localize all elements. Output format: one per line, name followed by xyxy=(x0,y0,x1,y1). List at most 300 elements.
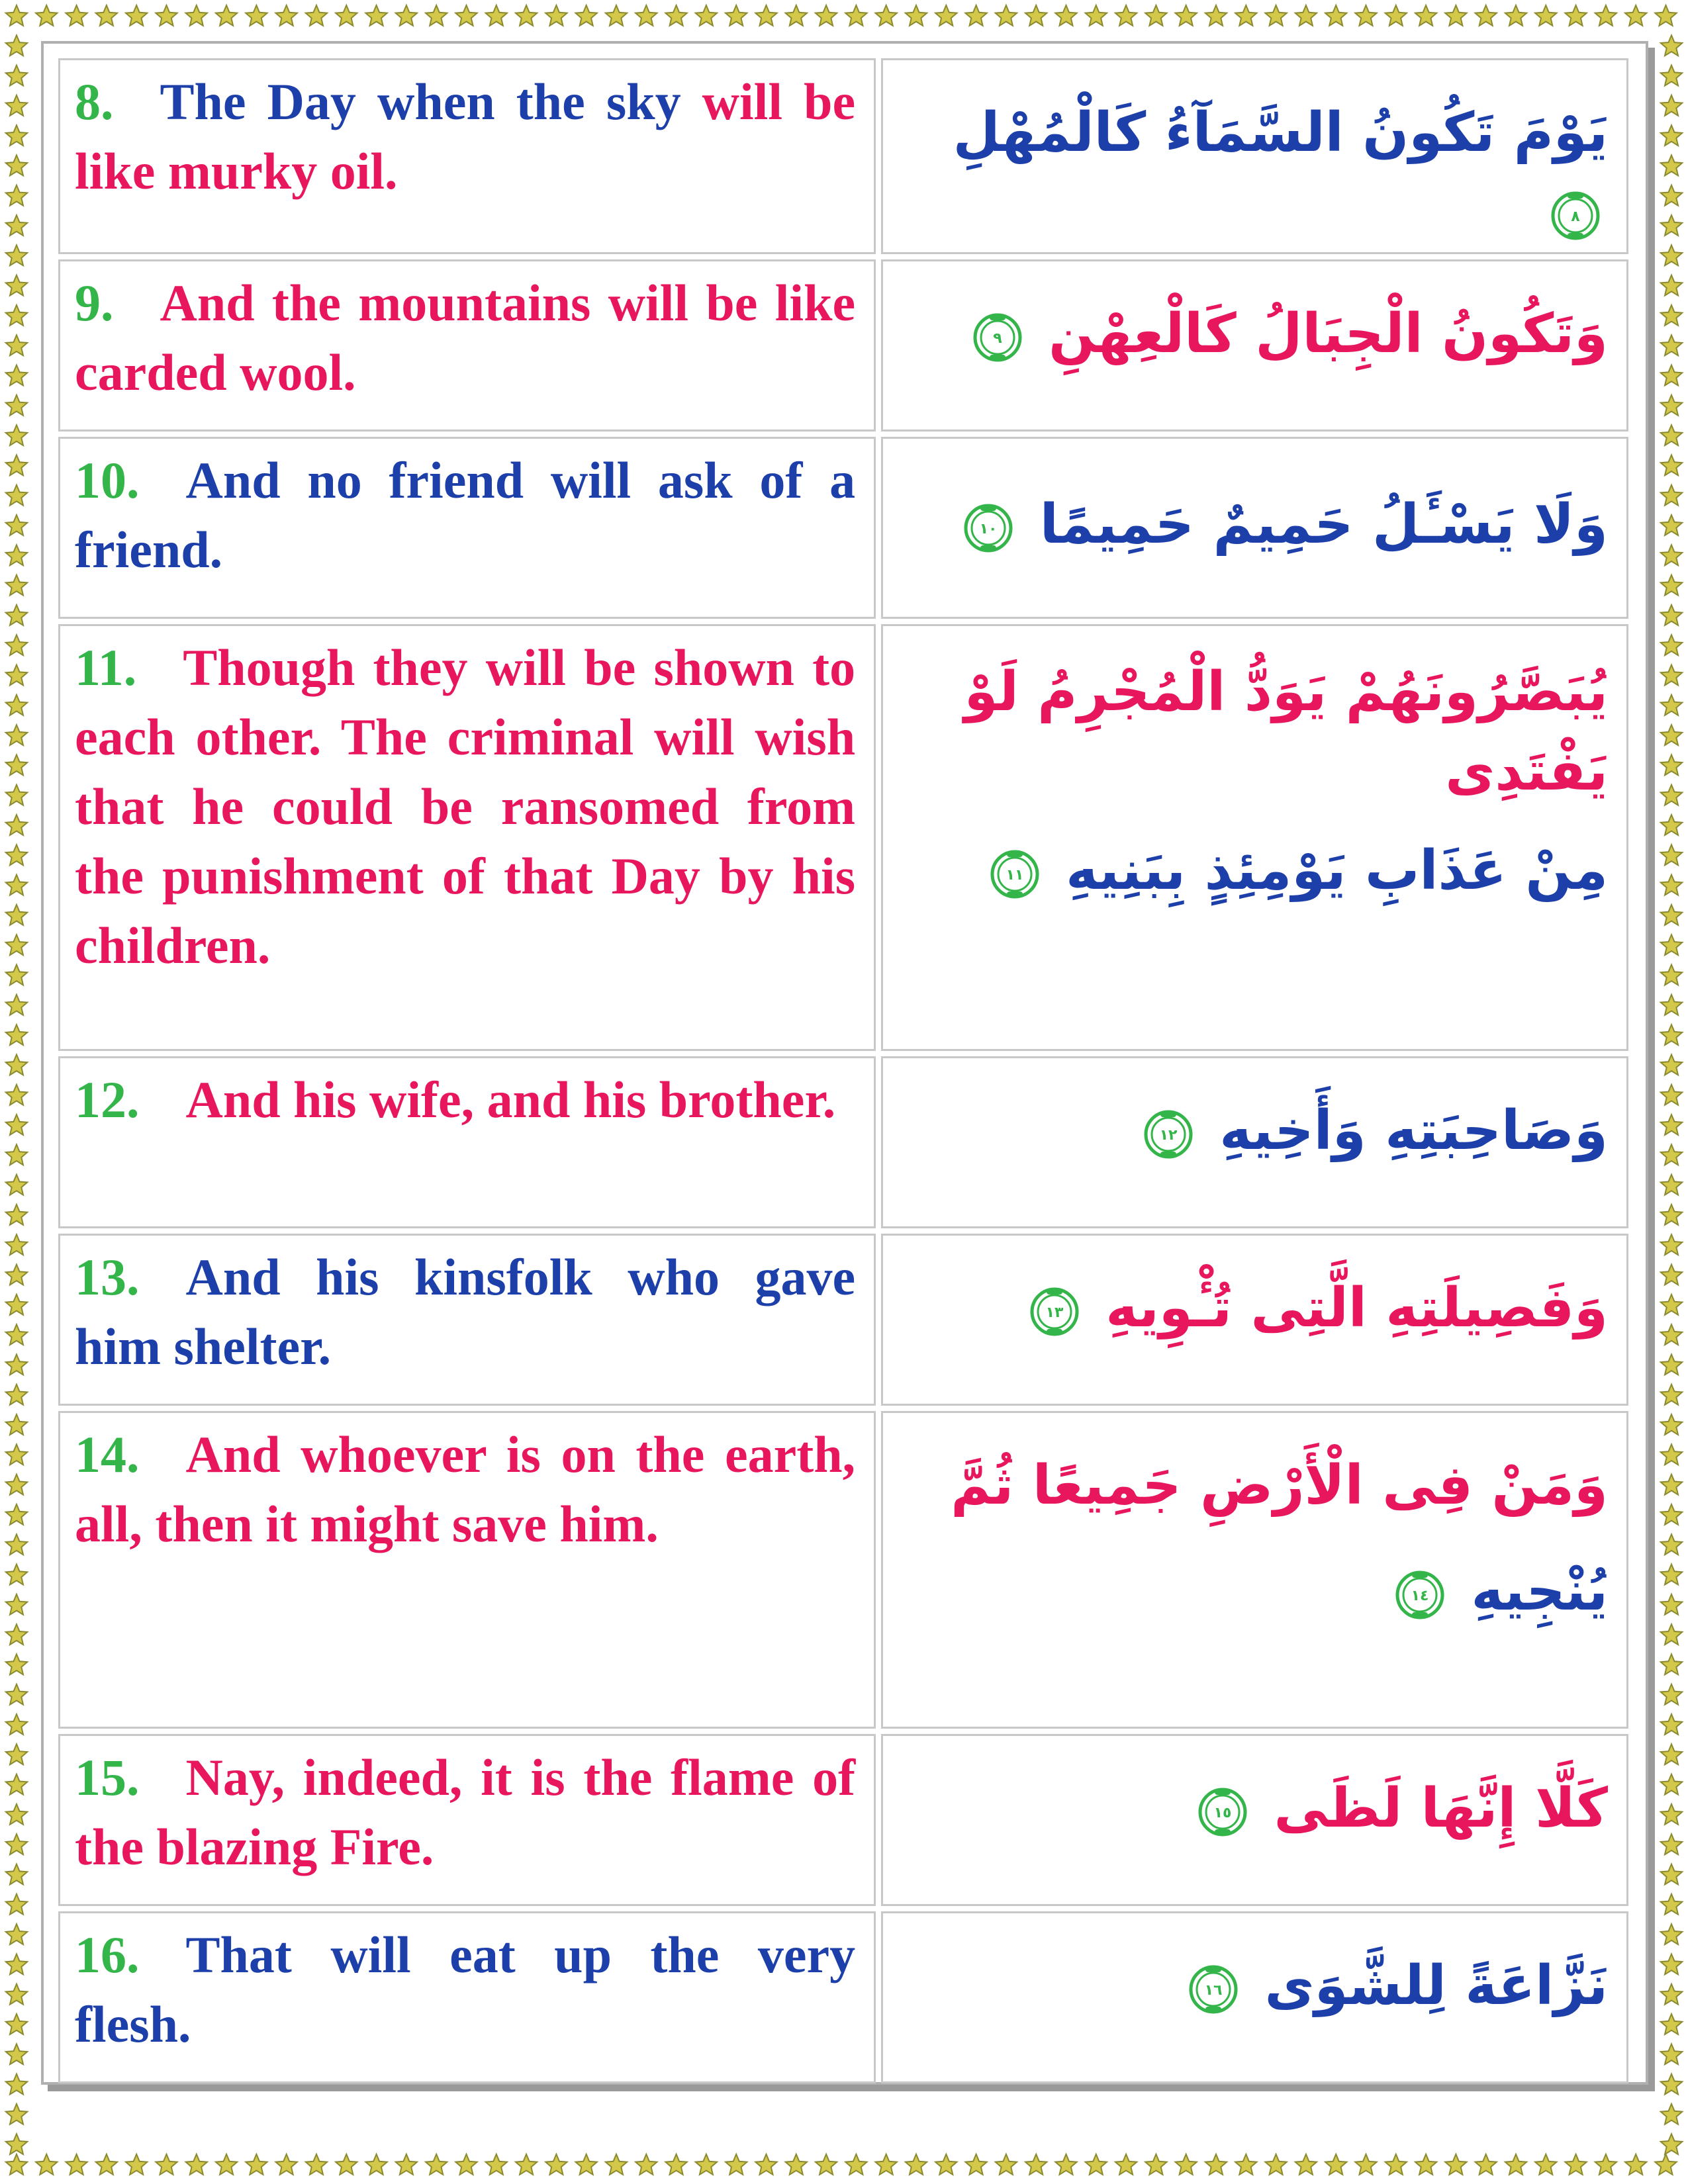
star-icon xyxy=(6,66,27,86)
star-icon xyxy=(1661,395,1682,416)
star-icon xyxy=(6,1324,27,1345)
verse-end-marker-icon xyxy=(1197,1786,1248,1838)
star-icon xyxy=(1661,665,1682,686)
star-icon xyxy=(336,5,357,26)
star-icon xyxy=(6,1714,27,1735)
star-icon xyxy=(276,5,297,26)
verse-11-arabic xyxy=(881,624,1628,1051)
star-icon xyxy=(1661,1834,1682,1854)
star-icon xyxy=(96,2154,117,2175)
verse-15-arabic xyxy=(881,1734,1628,1906)
verse-8-english xyxy=(58,58,876,254)
verse-table xyxy=(53,53,1634,2089)
star-icon xyxy=(816,2154,837,2175)
verse-16-text: That will eat up the very flesh. xyxy=(75,1926,856,2053)
star-icon xyxy=(906,5,927,26)
star-icon xyxy=(6,695,27,715)
star-icon xyxy=(6,605,27,625)
star-icon xyxy=(1661,1504,1682,1525)
star-icon xyxy=(755,5,776,26)
verse-14-number: 14. xyxy=(75,1426,140,1483)
verse-9-text: And the mountains will be like carded wool. xyxy=(75,274,856,401)
star-icon xyxy=(1086,5,1107,26)
star-icon xyxy=(1661,995,1682,1015)
star-icon xyxy=(216,2154,237,2175)
star-icon xyxy=(306,5,327,26)
verse-row-16 xyxy=(58,1911,1628,2083)
star-icon xyxy=(1295,5,1317,26)
star-icon xyxy=(6,275,27,296)
star-icon xyxy=(6,875,27,895)
star-icon xyxy=(1385,5,1407,26)
star-icon xyxy=(6,1024,27,1045)
star-icon xyxy=(545,5,567,26)
star-icon xyxy=(1235,5,1256,26)
verse-14-arabic-line-2: يُنْجِيهِ xyxy=(1471,1560,1608,1623)
star-icon xyxy=(6,2154,27,2175)
star-icon xyxy=(1661,545,1682,565)
star-icon xyxy=(576,5,597,26)
star-icon xyxy=(1505,5,1526,26)
star-icon xyxy=(1661,365,1682,386)
star-icon xyxy=(6,1594,27,1615)
star-icon xyxy=(1025,2154,1047,2175)
verse-13-number: 13. xyxy=(75,1248,140,1306)
star-icon xyxy=(426,5,447,26)
star-icon xyxy=(1661,335,1682,355)
star-icon xyxy=(1661,1744,1682,1764)
star-icon xyxy=(696,5,717,26)
star-icon xyxy=(1661,35,1682,56)
star-icon xyxy=(126,2154,147,2175)
star-icon xyxy=(455,5,477,26)
star-icon xyxy=(6,1414,27,1435)
star-icon xyxy=(1661,934,1682,955)
star-icon xyxy=(606,5,627,26)
star-icon xyxy=(1115,2154,1137,2175)
verse-row-8 xyxy=(58,58,1628,254)
star-icon xyxy=(365,5,387,26)
star-icon xyxy=(426,2154,447,2175)
star-icon xyxy=(6,95,27,116)
verse-12-number: 12. xyxy=(75,1071,140,1128)
star-icon xyxy=(396,5,417,26)
star-icon xyxy=(6,1864,27,1885)
star-icon xyxy=(1661,905,1682,925)
verse-panel xyxy=(41,41,1648,2085)
star-icon xyxy=(1661,1684,1682,1705)
star-icon xyxy=(36,2154,57,2175)
star-icon xyxy=(786,2154,807,2175)
star-icon xyxy=(516,5,537,26)
star-icon xyxy=(1661,1444,1682,1465)
star-icon xyxy=(6,1804,27,1825)
star-icon xyxy=(246,2154,267,2175)
verse-10-arabic xyxy=(881,437,1628,619)
star-icon xyxy=(1661,1774,1682,1795)
verse-row-15 xyxy=(58,1734,1628,1906)
star-icon xyxy=(6,755,27,776)
star-icon xyxy=(1476,2154,1497,2175)
star-icon xyxy=(1661,1475,1682,1495)
svg-text:١٦: ١٦ xyxy=(1204,1981,1223,1999)
verse-9-arabic xyxy=(881,259,1628,432)
star-icon xyxy=(935,5,957,26)
star-icon xyxy=(876,2154,897,2175)
star-icon xyxy=(6,1834,27,1854)
star-icon xyxy=(6,215,27,236)
star-icon xyxy=(6,1894,27,1915)
star-icon xyxy=(845,2154,867,2175)
star-icon xyxy=(1385,2154,1407,2175)
star-icon xyxy=(66,2154,87,2175)
star-icon xyxy=(816,5,837,26)
star-icon xyxy=(6,515,27,535)
star-icon xyxy=(455,2154,477,2175)
star-icon xyxy=(1661,185,1682,206)
star-icon xyxy=(6,1085,27,1105)
star-icon xyxy=(1661,605,1682,625)
verse-end-marker-icon xyxy=(1029,1286,1080,1338)
star-icon xyxy=(1661,1984,1682,2005)
star-icon xyxy=(1055,2154,1076,2175)
star-icon xyxy=(6,5,27,26)
star-icon xyxy=(845,5,867,26)
star-icon xyxy=(1661,755,1682,776)
star-icon xyxy=(1661,875,1682,895)
star-icon xyxy=(1661,1714,1682,1735)
star-icon xyxy=(6,1175,27,1195)
star-icon xyxy=(6,2074,27,2095)
verse-row-11 xyxy=(58,624,1628,1051)
star-icon xyxy=(6,2014,27,2034)
star-icon xyxy=(1661,2074,1682,2095)
star-icon xyxy=(6,245,27,265)
verse-8-number: 8. xyxy=(75,73,114,130)
star-icon xyxy=(6,125,27,146)
verse-15-text: Nay, indeed, it is the flame of the blazing Fire. xyxy=(75,1749,856,1876)
star-icon xyxy=(6,2134,27,2154)
verse-16-arabic xyxy=(881,1911,1628,2083)
star-icon xyxy=(1655,5,1676,26)
star-icon xyxy=(1535,5,1556,26)
star-icon xyxy=(665,2154,686,2175)
star-icon xyxy=(6,156,27,176)
star-icon xyxy=(6,1744,27,1764)
verse-14-arabic xyxy=(881,1411,1628,1729)
star-icon xyxy=(6,844,27,865)
verse-13-english xyxy=(58,1234,876,1406)
star-icon xyxy=(1661,515,1682,535)
verse-8-text-1: The Day when the sky xyxy=(160,73,681,130)
star-icon xyxy=(786,5,807,26)
star-icon xyxy=(1661,1594,1682,1615)
star-icon xyxy=(1661,1385,1682,1405)
star-icon xyxy=(1265,2154,1286,2175)
star-icon xyxy=(66,5,87,26)
svg-text:١٠: ١٠ xyxy=(979,520,998,537)
verse-row-9 xyxy=(58,259,1628,432)
star-icon xyxy=(1415,5,1436,26)
star-icon xyxy=(876,5,897,26)
star-icon xyxy=(36,5,57,26)
star-icon xyxy=(1661,1024,1682,1045)
verse-11-number: 11. xyxy=(75,639,137,696)
star-icon xyxy=(1661,635,1682,655)
star-icon xyxy=(1655,2154,1676,2175)
star-icon xyxy=(1661,1144,1682,1165)
star-icon xyxy=(1661,1175,1682,1195)
star-icon xyxy=(6,785,27,805)
verse-16-number: 16. xyxy=(75,1926,140,1983)
svg-text:١٣: ١٣ xyxy=(1045,1304,1064,1321)
svg-text:١٤: ١٤ xyxy=(1411,1587,1429,1604)
verse-row-12 xyxy=(58,1056,1628,1228)
star-icon xyxy=(1661,95,1682,116)
star-icon xyxy=(1661,2014,1682,2034)
star-icon xyxy=(1661,305,1682,326)
star-icon xyxy=(1661,1324,1682,1345)
star-icon xyxy=(1661,1534,1682,1555)
star-icon xyxy=(1661,1565,1682,1585)
star-icon xyxy=(1661,1205,1682,1225)
verse-9-english xyxy=(58,259,876,432)
star-icon xyxy=(6,335,27,355)
star-icon xyxy=(1295,2154,1317,2175)
star-icon xyxy=(1025,5,1047,26)
star-icon xyxy=(6,1475,27,1495)
star-icon xyxy=(1355,5,1376,26)
star-icon xyxy=(6,1055,27,1075)
star-icon xyxy=(6,455,27,476)
star-icon xyxy=(1625,2154,1646,2175)
star-icon xyxy=(1661,1355,1682,1375)
star-icon xyxy=(6,425,27,445)
star-icon xyxy=(1661,815,1682,835)
star-icon xyxy=(726,5,747,26)
star-icon xyxy=(1661,2044,1682,2064)
star-icon xyxy=(6,1774,27,1795)
verse-11-english xyxy=(58,624,876,1051)
star-icon xyxy=(6,575,27,596)
star-icon xyxy=(1661,965,1682,985)
verse-end-marker-icon xyxy=(1394,1569,1446,1621)
star-icon xyxy=(1265,5,1286,26)
star-icon xyxy=(1661,1055,1682,1075)
verse-row-13 xyxy=(58,1234,1628,1406)
verse-10-number: 10. xyxy=(75,451,140,509)
star-icon xyxy=(396,2154,417,2175)
star-icon xyxy=(6,1984,27,2005)
verse-9-arabic-text: وَتَكُونُ الْجِبَالُ كَالْعِهْنِ xyxy=(1049,302,1608,365)
star-icon xyxy=(726,2154,747,2175)
star-icon xyxy=(1535,2154,1556,2175)
star-icon xyxy=(96,5,117,26)
star-icon xyxy=(6,635,27,655)
star-icon xyxy=(1661,215,1682,236)
star-icon xyxy=(1661,425,1682,445)
star-icon xyxy=(1661,1864,1682,1885)
star-icon xyxy=(186,2154,207,2175)
star-icon xyxy=(545,2154,567,2175)
verse-13-arabic xyxy=(881,1234,1628,1406)
star-icon xyxy=(1661,2134,1682,2154)
verse-12-arabic xyxy=(881,1056,1628,1228)
star-icon xyxy=(1325,5,1346,26)
verse-row-10 xyxy=(58,437,1628,619)
svg-text:١٥: ١٥ xyxy=(1213,1804,1232,1821)
verse-16-english xyxy=(58,1911,876,2083)
verse-end-marker-icon xyxy=(1550,190,1601,242)
star-icon xyxy=(6,485,27,506)
svg-text:٩: ٩ xyxy=(992,330,1002,347)
svg-text:٨: ٨ xyxy=(1571,208,1580,225)
star-icon xyxy=(6,815,27,835)
star-icon xyxy=(1355,2154,1376,2175)
star-icon xyxy=(1661,66,1682,86)
verse-15-arabic-text: كَلَّا إِنَّهَا لَظَى xyxy=(1274,1777,1608,1840)
star-icon xyxy=(1661,275,1682,296)
verse-15-english xyxy=(58,1734,876,1906)
star-icon xyxy=(1661,785,1682,805)
star-icon xyxy=(1445,2154,1466,2175)
verse-end-marker-icon xyxy=(972,312,1023,363)
star-icon xyxy=(365,2154,387,2175)
star-icon xyxy=(1625,5,1646,26)
star-icon xyxy=(1176,5,1197,26)
star-icon xyxy=(6,185,27,206)
verse-12-text: And his wife, and his brother. xyxy=(185,1071,836,1128)
star-icon xyxy=(6,1684,27,1705)
star-icon xyxy=(1661,455,1682,476)
star-icon xyxy=(216,5,237,26)
star-icon xyxy=(6,1355,27,1375)
verse-9-number: 9. xyxy=(75,274,114,332)
verse-end-marker-icon xyxy=(1143,1109,1194,1160)
star-icon xyxy=(246,5,267,26)
svg-text:١٢: ١٢ xyxy=(1159,1126,1178,1144)
verse-end-marker-icon xyxy=(1188,1964,1239,2015)
star-icon xyxy=(6,1234,27,1255)
star-icon xyxy=(1115,5,1137,26)
star-icon xyxy=(755,2154,776,2175)
star-icon xyxy=(1505,2154,1526,2175)
star-icon xyxy=(6,2104,27,2124)
star-icon xyxy=(6,365,27,386)
star-icon xyxy=(635,2154,657,2175)
star-icon xyxy=(6,1385,27,1405)
verse-16-arabic-text: نَزَّاعَةً لِلشَّوَى xyxy=(1264,1954,1608,2017)
star-icon xyxy=(1145,5,1166,26)
star-icon xyxy=(1661,1954,1682,1975)
star-icon xyxy=(1205,2154,1227,2175)
star-icon xyxy=(1661,1115,1682,1135)
star-icon xyxy=(516,2154,537,2175)
verse-15-number: 15. xyxy=(75,1749,140,1806)
star-icon xyxy=(1055,5,1076,26)
star-icon xyxy=(1661,1624,1682,1645)
star-icon xyxy=(1661,1265,1682,1285)
star-icon xyxy=(965,2154,986,2175)
star-icon xyxy=(1661,2104,1682,2124)
star-icon xyxy=(1661,1414,1682,1435)
star-icon xyxy=(1235,2154,1256,2175)
star-icon xyxy=(1661,1894,1682,1915)
star-icon xyxy=(6,1954,27,1975)
star-icon xyxy=(6,1565,27,1585)
star-icon xyxy=(1445,5,1466,26)
verse-11-arabic-line-1: يُبَصَّرُونَهُمْ يَوَدُّ الْمُجْرِمُ لَوْ يَفْتَدِى xyxy=(964,660,1608,803)
star-icon xyxy=(1476,5,1497,26)
star-icon xyxy=(1661,245,1682,265)
star-icon xyxy=(1661,695,1682,715)
star-icon xyxy=(1415,2154,1436,2175)
star-icon xyxy=(6,395,27,416)
star-icon xyxy=(1661,125,1682,146)
star-icon xyxy=(6,545,27,565)
star-icon xyxy=(635,5,657,26)
star-icon xyxy=(1595,5,1617,26)
star-icon xyxy=(6,1624,27,1645)
star-icon xyxy=(1661,725,1682,745)
star-icon xyxy=(1661,844,1682,865)
star-icon xyxy=(126,5,147,26)
star-icon xyxy=(486,2154,507,2175)
verse-11-arabic-line-2: مِنْ عَذَابِ يَوْمِئِذٍ بِبَنِيهِ xyxy=(1066,839,1608,902)
verse-12-english xyxy=(58,1056,876,1228)
star-icon xyxy=(906,2154,927,2175)
verse-13-text: And his kinsfolk who gave him shelter. xyxy=(75,1248,856,1375)
verse-row-14 xyxy=(58,1411,1628,1729)
star-icon xyxy=(336,2154,357,2175)
verse-end-marker-icon xyxy=(962,502,1014,554)
star-icon xyxy=(186,5,207,26)
star-icon xyxy=(6,965,27,985)
star-icon xyxy=(6,1295,27,1315)
star-icon xyxy=(1325,2154,1346,2175)
verse-8-arabic xyxy=(881,58,1628,254)
star-icon xyxy=(6,1115,27,1135)
star-icon xyxy=(696,2154,717,2175)
star-icon xyxy=(965,5,986,26)
star-icon xyxy=(1661,156,1682,176)
star-icon xyxy=(1565,2154,1586,2175)
star-icon xyxy=(6,1504,27,1525)
star-icon xyxy=(1661,1234,1682,1255)
star-icon xyxy=(576,2154,597,2175)
star-icon xyxy=(1661,1804,1682,1825)
star-icon xyxy=(1661,485,1682,506)
star-icon xyxy=(6,934,27,955)
verse-14-text: And whoever is on the earth, all, then it might save him. xyxy=(75,1426,856,1553)
star-icon xyxy=(276,2154,297,2175)
verse-12-arabic-text: وَصَاحِبَتِهِ وَأَخِيهِ xyxy=(1219,1099,1608,1162)
star-icon xyxy=(1595,2154,1617,2175)
star-icon xyxy=(6,35,27,56)
verse-14-english xyxy=(58,1411,876,1729)
star-icon xyxy=(1661,1085,1682,1105)
star-icon xyxy=(306,2154,327,2175)
star-icon xyxy=(996,2154,1017,2175)
star-icon xyxy=(6,1444,27,1465)
verse-10-english xyxy=(58,437,876,619)
star-icon xyxy=(6,995,27,1015)
verse-13-arabic-text: وَفَصِيلَتِهِ الَّتِى تُـْٔوِيهِ xyxy=(1105,1277,1608,1340)
star-icon xyxy=(6,905,27,925)
star-icon xyxy=(1565,5,1586,26)
star-icon xyxy=(935,2154,957,2175)
star-icon xyxy=(486,5,507,26)
